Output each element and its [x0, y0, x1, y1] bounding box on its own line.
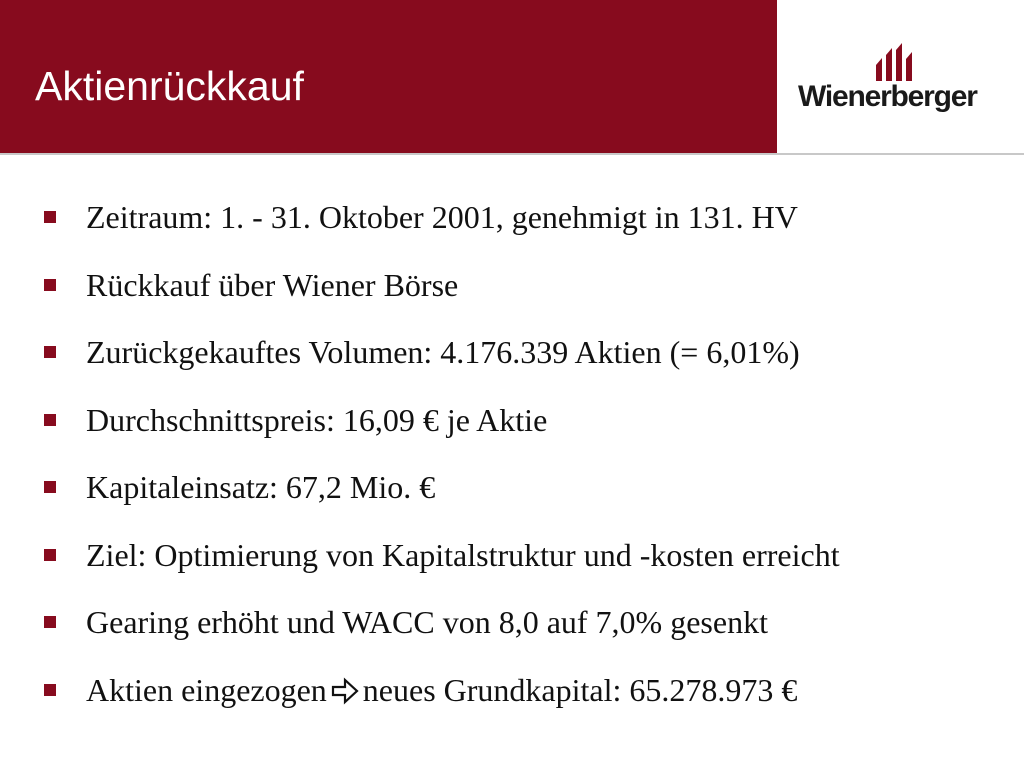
- square-bullet-icon: [44, 211, 56, 223]
- bullet-item: [0, 189, 840, 257]
- bullet-item: [0, 527, 840, 595]
- square-bullet-icon: [44, 346, 56, 358]
- bullet-text: Ziel: Optimierung von Kapitalstruktur und -kosten erreicht: [86, 536, 840, 573]
- bullet-item: [0, 459, 840, 527]
- bullet-text: Zurückgekauftes Volumen: 4.176.339 Aktien (= 6,01%): [86, 334, 800, 370]
- bullet-text: Aktien eingezogen: [86, 671, 327, 708]
- square-bullet-icon: [44, 549, 56, 561]
- bullet-item: [0, 324, 840, 392]
- bullet-item: [0, 662, 840, 730]
- square-bullet-icon: [44, 616, 56, 628]
- slide-title: Aktienrückkauf: [35, 63, 304, 109]
- bullet-text: Rückkauf über Wiener Börse: [86, 266, 459, 303]
- square-bullet-icon: [44, 481, 56, 493]
- bullet-text: Zeitraum: 1. - 31. Oktober 2001, genehmigt in 131. HV: [86, 199, 798, 235]
- header-divider: [0, 153, 1024, 155]
- hollow-arrow-right-icon: [331, 677, 359, 705]
- bullet-item: [0, 392, 840, 460]
- square-bullet-icon: [44, 279, 56, 291]
- logo-wordmark: Wienerberger: [798, 80, 977, 113]
- bullet-text: Gearing erhöht und WACC von 8,0 auf 7,0% gesenkt: [86, 604, 768, 640]
- bullet-text: neues Grundkapital: 65.278.973 €: [362, 671, 798, 708]
- bullet-text: Kapitaleinsatz: 67,2 Mio. €: [86, 469, 436, 505]
- brick-stripes-logo-icon: [876, 43, 912, 81]
- title-banner: [0, 0, 777, 153]
- square-bullet-icon: [44, 684, 56, 696]
- square-bullet-icon: [44, 414, 56, 426]
- bullet-item: [0, 594, 840, 662]
- bullet-text: Durchschnittspreis: 16,09 € je Aktie: [86, 401, 548, 438]
- company-logo: [777, 0, 1024, 153]
- bullet-list: [0, 189, 840, 729]
- bullet-item: [0, 257, 840, 325]
